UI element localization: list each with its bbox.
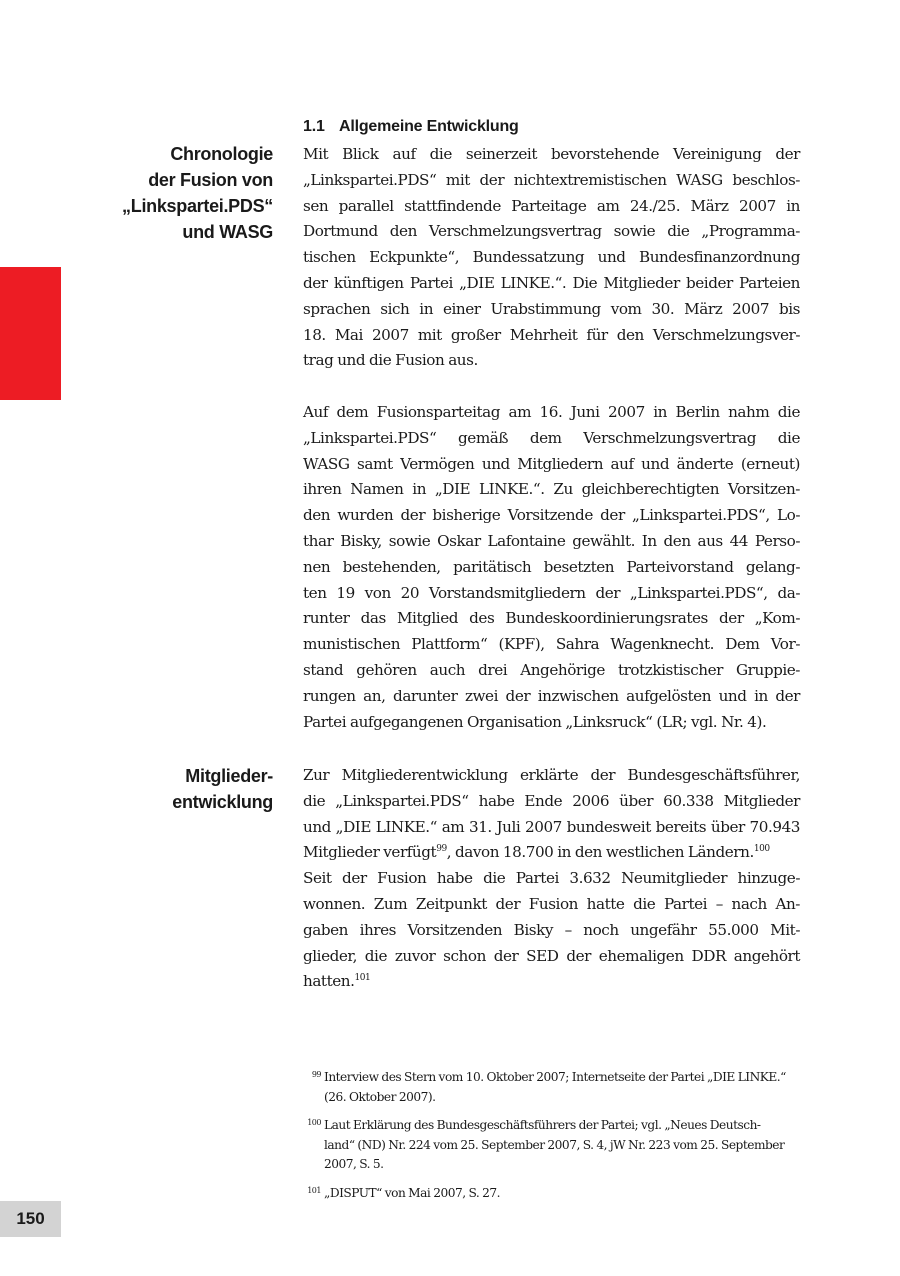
text-line: sen parallel stattfindende Parteitage am 24./25. März 2007 in (303, 196, 800, 215)
text-line (303, 840, 800, 866)
text-line: und „DIE LINKE.“ am 31. Juli 2007 bundesweit bereits über 70.943 (303, 817, 800, 836)
margin-note-line: entwicklung (172, 792, 273, 812)
text-segment: , davon 18.700 in den westlichen Ländern. (446, 843, 754, 862)
footnote-line: Interview des Stern vom 10. Oktober 2007; Internetseite der Partei „DIE LINKE.“ (324, 1070, 786, 1084)
margin-note-chronologie (60, 141, 273, 245)
text-line (303, 969, 800, 995)
text-line: sprachen sich in einer Urabstimmung vom 30. März 2007 bis (303, 299, 800, 318)
footnote-ref-101[interactable]: 101 (354, 973, 371, 984)
text-line: „Linkspartei.PDS“ mit der nichtextremistischen WASG beschlos- (303, 170, 800, 189)
text-line: nen bestehenden, paritätisch besetzten Parteivorstand gelang- (303, 557, 800, 576)
text-line: munistischen Plattform“ (KPF), Sahra Wagenknecht. Dem Vor- (303, 635, 800, 654)
text-line: 18. Mai 2007 mit großer Mehrheit für den Verschmelzungsver- (303, 325, 800, 344)
footnote-mark: 101 (307, 1185, 321, 1195)
footnote-line: Laut Erklärung des Bundesgeschäftsführers der Partei; vgl. „Neues Deutsch- (324, 1118, 761, 1132)
text-line: rungen an, darunter zwei der inzwischen aufgelösten und in der (303, 686, 800, 705)
chapter-tab-marker (0, 267, 61, 400)
text-line: WASG samt Vermögen und Mitgliedern auf und änderte (erneut) (303, 454, 800, 473)
margin-note-line: der Fusion von (148, 170, 273, 190)
footnote-mark: 100 (307, 1118, 321, 1127)
footnote-mark: 99 (311, 1070, 321, 1079)
footnote-line: 2007, S. 5. (324, 1157, 384, 1171)
paragraph-1 (303, 142, 800, 374)
paragraph-3 (303, 763, 800, 995)
text-line: der künftigen Partei „DIE LINKE.“. Die Mitglieder beider Parteien (303, 273, 800, 292)
text-line: runter das Mitglied des Bundeskoordinierungsrates der „Kom- (303, 609, 800, 628)
footnotes (303, 1068, 803, 1212)
text-line: Auf dem Fusionsparteitag am 16. Juni 2007 in Berlin nahm die (303, 403, 800, 421)
text-line: thar Bisky, sowie Oskar Lafontaine gewählt. In den aus 44 Perso- (303, 531, 800, 550)
text-line: die „Linkspartei.PDS“ habe Ende 2006 über 60.338 Mitglieder (303, 791, 800, 810)
margin-note-line: „Linkspartei.PDS“ (122, 196, 273, 216)
margin-note-line: Chronologie (170, 144, 273, 164)
footnote-line: land“ (ND) Nr. 224 vom 25. September 2007, S. 4, jW Nr. 223 vom 25. September (324, 1137, 785, 1152)
footnote-ref-100[interactable]: 100 (753, 844, 770, 855)
margin-note-mitgliederentwicklung (60, 763, 273, 815)
page-number: 150 (0, 1201, 61, 1237)
footnote-line: (26. Oktober 2007). (324, 1089, 436, 1104)
section-title: Allgemeine Entwicklung (339, 118, 519, 135)
text-line: Zur Mitgliederentwicklung erklärte der Bundesgeschäftsführer, (303, 766, 800, 784)
margin-note-line: und WASG (182, 222, 273, 242)
text-line: ihren Namen in „DIE LINKE.“. Zu gleichberechtigten Vorsitzen- (303, 480, 800, 499)
text-line: Dortmund den Verschmelzungsvertrag sowie die „Programma- (303, 222, 800, 241)
footnote-101 (303, 1184, 803, 1204)
text-segment: hatten. (303, 972, 355, 991)
text-line: den wurden der bisherige Vorsitzende der „Linkspartei.PDS“, Lo- (303, 506, 800, 525)
text-line: Seit der Fusion habe die Partei 3.632 Neumitglieder hinzuge- (303, 869, 800, 888)
text-line: „Linkspartei.PDS“ gemäß dem Verschmelzungsvertrag die (303, 428, 800, 447)
text-segment: Mitglieder verfügt (303, 843, 437, 862)
text-line: wonnen. Zum Zeitpunkt der Fusion hatte die Partei – nach An- (303, 894, 800, 913)
section-heading (303, 118, 519, 136)
text-line: glieder, die zuvor schon der SED der ehemaligen DDR angehört (303, 946, 800, 965)
footnote-line: „DISPUT“ von Mai 2007, S. 27. (324, 1185, 501, 1200)
margin-note-line: Mitglieder- (185, 766, 273, 786)
footnote-100 (303, 1116, 803, 1175)
text-line: stand gehören auch drei Angehörige trotzkistischer Gruppie- (303, 660, 800, 679)
text-line: Partei aufgegangenen Organisation „Linksruck“ (LR; vgl. Nr. 4). (303, 712, 767, 731)
footnote-ref-99[interactable]: 99 (436, 844, 447, 855)
text-line: tischen Eckpunkte“, Bundessatzung und Bundesfinanzordnung (303, 248, 800, 267)
footnote-99 (303, 1068, 803, 1107)
text-line: gaben ihres Vorsitzenden Bisky – noch ungefähr 55.000 Mit- (303, 920, 800, 939)
text-line: Mit Blick auf die seinerzeit bevorstehende Vereinigung der (303, 145, 800, 163)
paragraph-2 (303, 400, 800, 735)
text-line: trag und die Fusion aus. (303, 351, 478, 370)
section-number: 1.1 (303, 118, 325, 135)
text-line: ten 19 von 20 Vorstandsmitgliedern der „Linkspartei.PDS“, da- (303, 583, 800, 602)
